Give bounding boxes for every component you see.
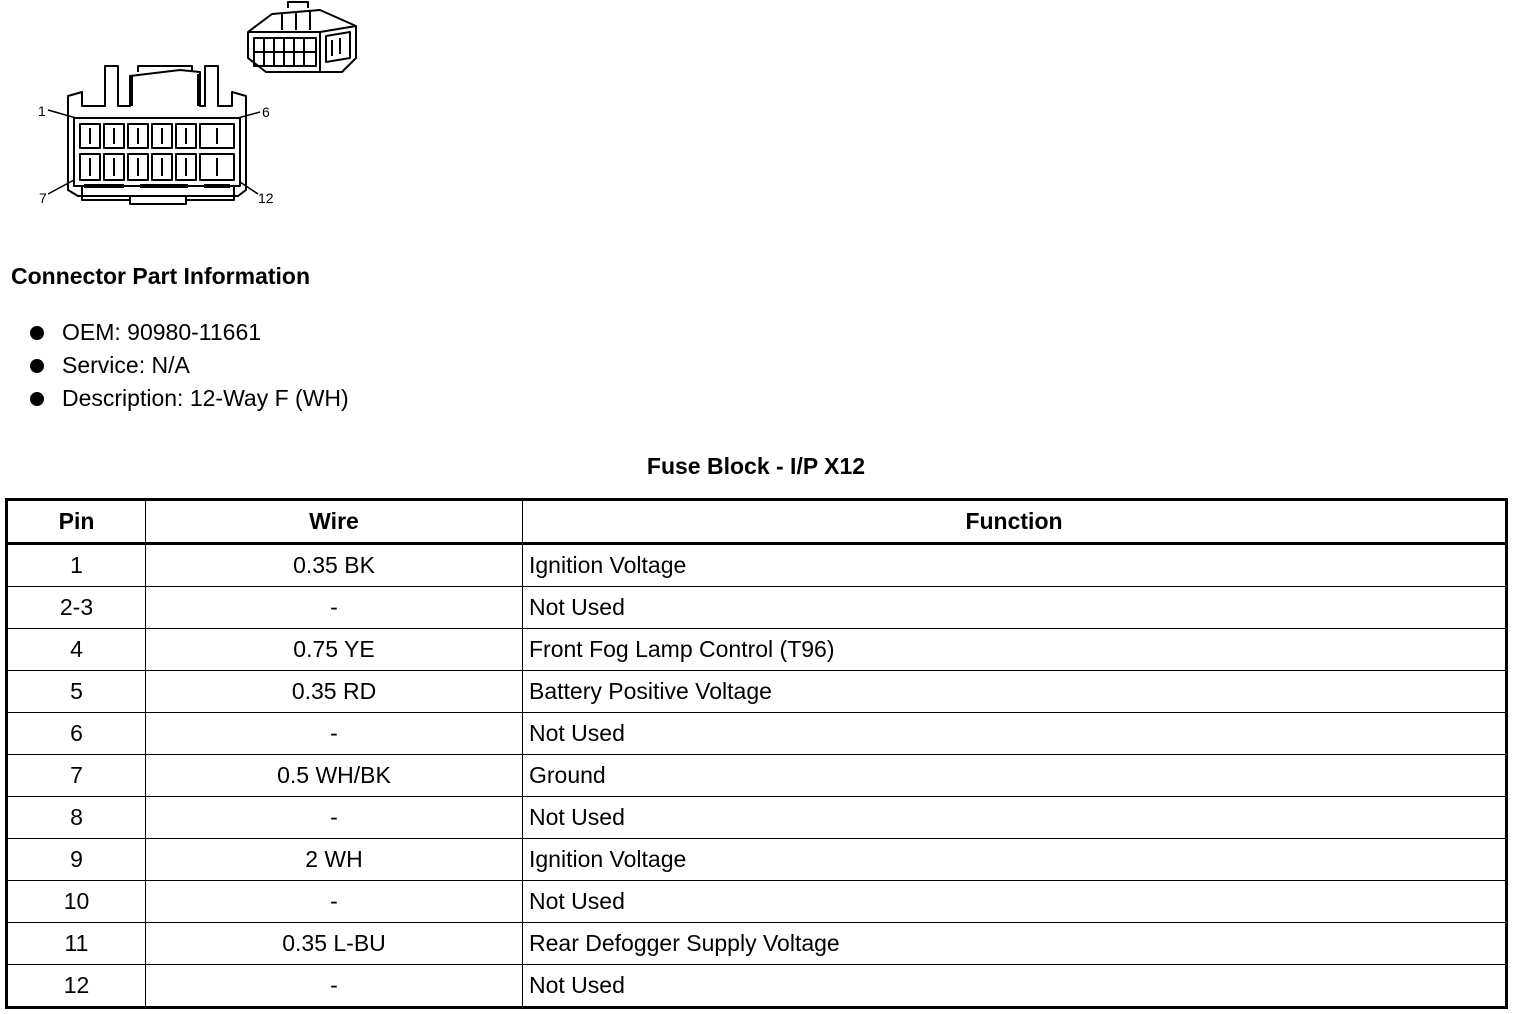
pin-cell: 11 xyxy=(7,923,146,965)
table-row xyxy=(7,671,1507,713)
wire-cell: - xyxy=(146,587,523,629)
function-cell: Not Used xyxy=(523,965,1507,1008)
part-info-list xyxy=(0,316,349,415)
table-row xyxy=(7,629,1507,671)
pin-cell: 6 xyxy=(7,713,146,755)
wire-cell: 0.5 WH/BK xyxy=(146,755,523,797)
part-info-service xyxy=(0,349,349,382)
bullet-icon xyxy=(30,326,44,340)
part-info-text: Description: 12-Way F (WH) xyxy=(62,385,349,411)
bullet-icon xyxy=(30,359,44,373)
part-info-text: Service: N/A xyxy=(62,352,190,378)
column-header-function: Function xyxy=(523,500,1507,544)
wire-cell: - xyxy=(146,713,523,755)
pin-cell: 1 xyxy=(7,544,146,587)
pin-cell: 5 xyxy=(7,671,146,713)
table-row xyxy=(7,713,1507,755)
wire-cell: 2 WH xyxy=(146,839,523,881)
connector-perspective-icon xyxy=(248,2,356,72)
table-header-row xyxy=(7,500,1507,544)
function-cell: Ground xyxy=(523,755,1507,797)
connector-body xyxy=(68,66,246,204)
bullet-icon xyxy=(30,392,44,406)
wire-cell: - xyxy=(146,965,523,1008)
pin-cell: 4 xyxy=(7,629,146,671)
wire-cell: 0.35 L-BU xyxy=(146,923,523,965)
table-row xyxy=(7,965,1507,1008)
pinout-table xyxy=(5,498,1508,1009)
function-cell: Ignition Voltage xyxy=(523,839,1507,881)
table-row xyxy=(7,544,1507,587)
function-cell: Front Fog Lamp Control (T96) xyxy=(523,629,1507,671)
function-cell: Rear Defogger Supply Voltage xyxy=(523,923,1507,965)
wire-cell: 0.35 BK xyxy=(146,544,523,587)
part-info-description xyxy=(0,382,349,415)
pin-cell: 8 xyxy=(7,797,146,839)
wire-cell: 0.35 RD xyxy=(146,671,523,713)
pin-label-7: 7 xyxy=(39,190,47,206)
function-cell: Not Used xyxy=(523,881,1507,923)
function-cell: Not Used xyxy=(523,797,1507,839)
pin-label-6: 6 xyxy=(262,104,270,120)
pin-cell: 7 xyxy=(7,755,146,797)
part-info-text: OEM: 90980-11661 xyxy=(62,319,262,345)
column-header-wire: Wire xyxy=(146,500,523,544)
function-cell: Battery Positive Voltage xyxy=(523,671,1507,713)
function-cell: Ignition Voltage xyxy=(523,544,1507,587)
table-row xyxy=(7,881,1507,923)
pin-cell: 10 xyxy=(7,881,146,923)
pin-cell: 9 xyxy=(7,839,146,881)
pin-cell: 12 xyxy=(7,965,146,1008)
connector-part-info-heading: Connector Part Information xyxy=(11,263,311,289)
wire-cell: 0.75 YE xyxy=(146,629,523,671)
wire-cell: - xyxy=(146,881,523,923)
table-row xyxy=(7,839,1507,881)
pin-cell: 2-3 xyxy=(7,587,146,629)
wire-cell: - xyxy=(146,797,523,839)
column-header-pin: Pin xyxy=(7,500,146,544)
pin-label-12: 12 xyxy=(258,190,274,206)
table-row xyxy=(7,755,1507,797)
table-row xyxy=(7,797,1507,839)
connector-face-illustration xyxy=(20,0,380,215)
part-info-oem xyxy=(0,316,349,349)
table-title: Fuse Block - I/P X12 xyxy=(646,453,866,479)
function-cell: Not Used xyxy=(523,587,1507,629)
function-cell: Not Used xyxy=(523,713,1507,755)
pin-label-1: 1 xyxy=(38,103,46,119)
table-row xyxy=(7,923,1507,965)
table-row xyxy=(7,587,1507,629)
